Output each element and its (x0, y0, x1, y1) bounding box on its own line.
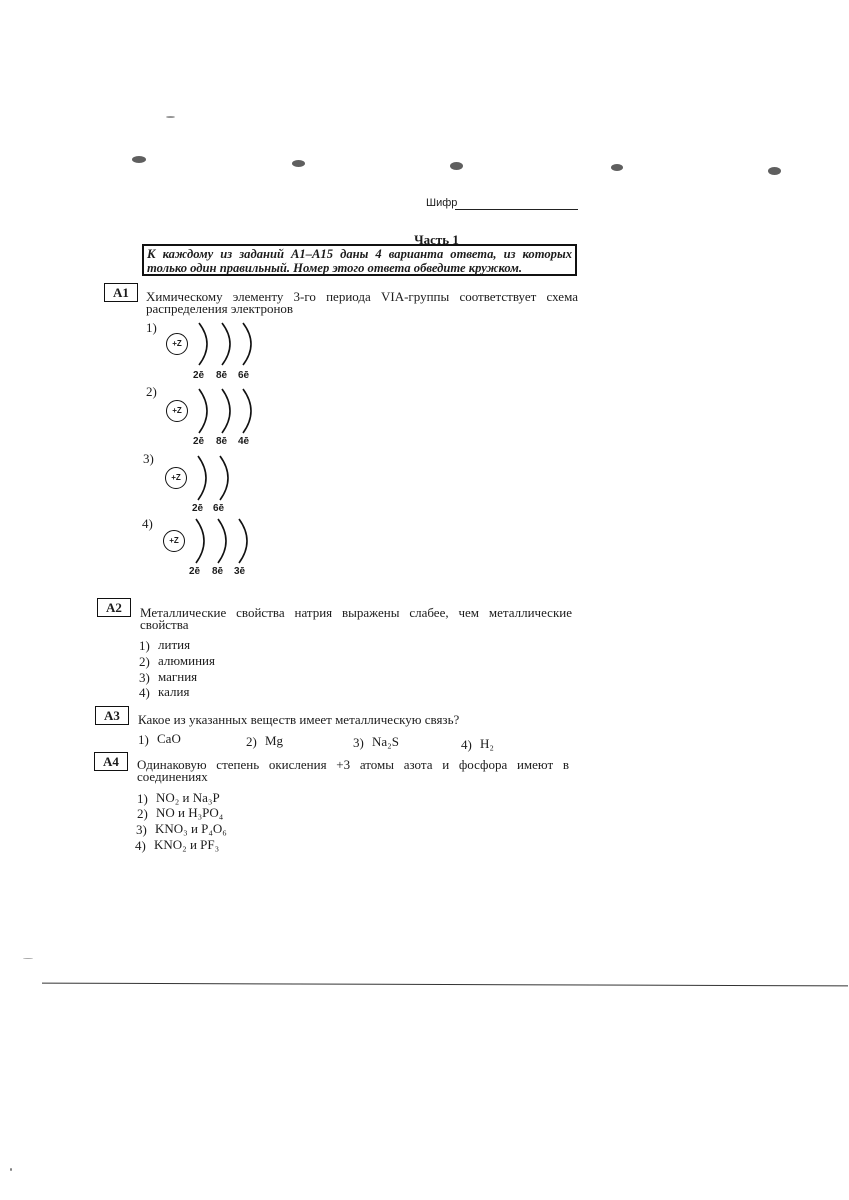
question-label-a3: A3 (95, 706, 129, 725)
a1-option-2-number[interactable]: 2) (146, 384, 157, 399)
question-text-a2-line2: свойства (140, 617, 189, 632)
a3-option-3-text: Na₂S (372, 734, 399, 749)
a2-option-3-number[interactable]: 3) (139, 670, 150, 685)
a2-option-1-text: лития (158, 637, 191, 652)
a2-option-3-text: магния (158, 669, 198, 684)
a3-option-1-text: CaO (157, 731, 181, 746)
electron-shells-icon (190, 320, 270, 370)
scan-mark (166, 116, 175, 118)
scan-mark (768, 167, 781, 175)
shell-electrons-label: 3ē (234, 566, 246, 577)
scan-mark (450, 162, 463, 170)
cipher-input-line[interactable] (455, 209, 578, 210)
shell-electrons-label: 2ē (189, 566, 201, 577)
instruction-box (142, 244, 577, 276)
a4-option-2-text: NO и H₃PO₄ (156, 805, 224, 820)
question-text-a3: Какое из указанных веществ имеет металлическую связь? (138, 712, 460, 727)
scan-mark (611, 164, 623, 171)
a3-option-2-number[interactable]: 2) (246, 734, 257, 749)
question-text-a1-line1: Химическому элементу 3-го периода VIA-группы соответствует схема (146, 289, 578, 304)
scan-mark (132, 156, 146, 163)
shell-electrons-label: 2ē (193, 370, 205, 381)
a3-option-2-text: Mg (265, 733, 284, 748)
electron-shells-icon (189, 453, 249, 505)
nucleus-icon: +Z (166, 333, 188, 355)
shell-electrons-label: 2ē (192, 503, 204, 514)
electron-shells-icon (187, 516, 267, 568)
question-text-a4-line1: Одинаковую степень окисления +3 атомы азота и фосфора имеют в (137, 757, 569, 772)
nucleus-icon: +Z (165, 467, 187, 489)
shell-electrons-label: 8ē (216, 370, 228, 381)
question-text-a4-line2: соединениях (137, 769, 208, 784)
a4-option-2-number[interactable]: 2) (137, 806, 148, 821)
a3-option-4-number[interactable]: 4) (461, 737, 472, 752)
a2-option-1-number[interactable]: 1) (139, 638, 150, 653)
shell-electrons-label: 2ē (193, 436, 205, 447)
nucleus-icon: +Z (163, 530, 185, 552)
question-text-a1-line2: распределения электронов (146, 301, 294, 316)
a4-option-1-number[interactable]: 1) (137, 791, 148, 806)
cipher-label: Шифр (426, 197, 458, 209)
a4-option-1-text: NO₂ и Na₃P (156, 790, 220, 805)
a2-option-2-text: алюминия (158, 653, 215, 668)
question-label-a1: A1 (104, 283, 138, 302)
a4-option-3-number[interactable]: 3) (136, 822, 147, 837)
instruction-line-2: только один правильный. Номер этого ответа обведите кружком. (147, 261, 522, 275)
shell-electrons-label: 8ē (212, 566, 224, 577)
a2-option-4-text: калия (158, 684, 190, 699)
part-title-text: Часть 1 (414, 232, 459, 247)
scan-mark (10, 1168, 12, 1171)
a3-option-1-number[interactable]: 1) (138, 732, 149, 747)
a4-option-3-text: KNO₃ и P₄O₆ (155, 821, 227, 836)
shell-electrons-label: 6ē (238, 370, 250, 381)
shell-electrons-label: 6ē (213, 503, 225, 514)
a4-option-4-text: KNO₂ и PF₃ (154, 837, 220, 852)
a1-option-3-number[interactable]: 3) (143, 451, 154, 466)
page-bottom-rule (42, 983, 848, 987)
nucleus-icon: +Z (166, 400, 188, 422)
shell-electrons-label: 4ē (238, 436, 250, 447)
a4-option-4-number[interactable]: 4) (135, 838, 146, 853)
scan-mark (292, 160, 305, 167)
question-label-a4: A4 (94, 752, 128, 771)
electron-shells-icon (190, 386, 270, 438)
a2-option-2-number[interactable]: 2) (139, 654, 150, 669)
a3-option-3-number[interactable]: 3) (353, 735, 364, 750)
question-text-a2-line1: Металлические свойства натрия выражены слабее, чем металлические (140, 605, 572, 620)
instruction-line-1: К каждому из заданий A1–A15 даны 4 варианта ответа, из которых (147, 247, 572, 261)
shell-electrons-label: 8ē (216, 436, 228, 447)
question-label-a2: A2 (97, 598, 131, 617)
scan-mark (23, 958, 33, 959)
a2-option-4-number[interactable]: 4) (139, 685, 150, 700)
a3-option-4-text: H₂ (480, 736, 494, 751)
a1-option-4-number[interactable]: 4) (142, 516, 153, 531)
a1-option-1-number[interactable]: 1) (146, 320, 157, 335)
